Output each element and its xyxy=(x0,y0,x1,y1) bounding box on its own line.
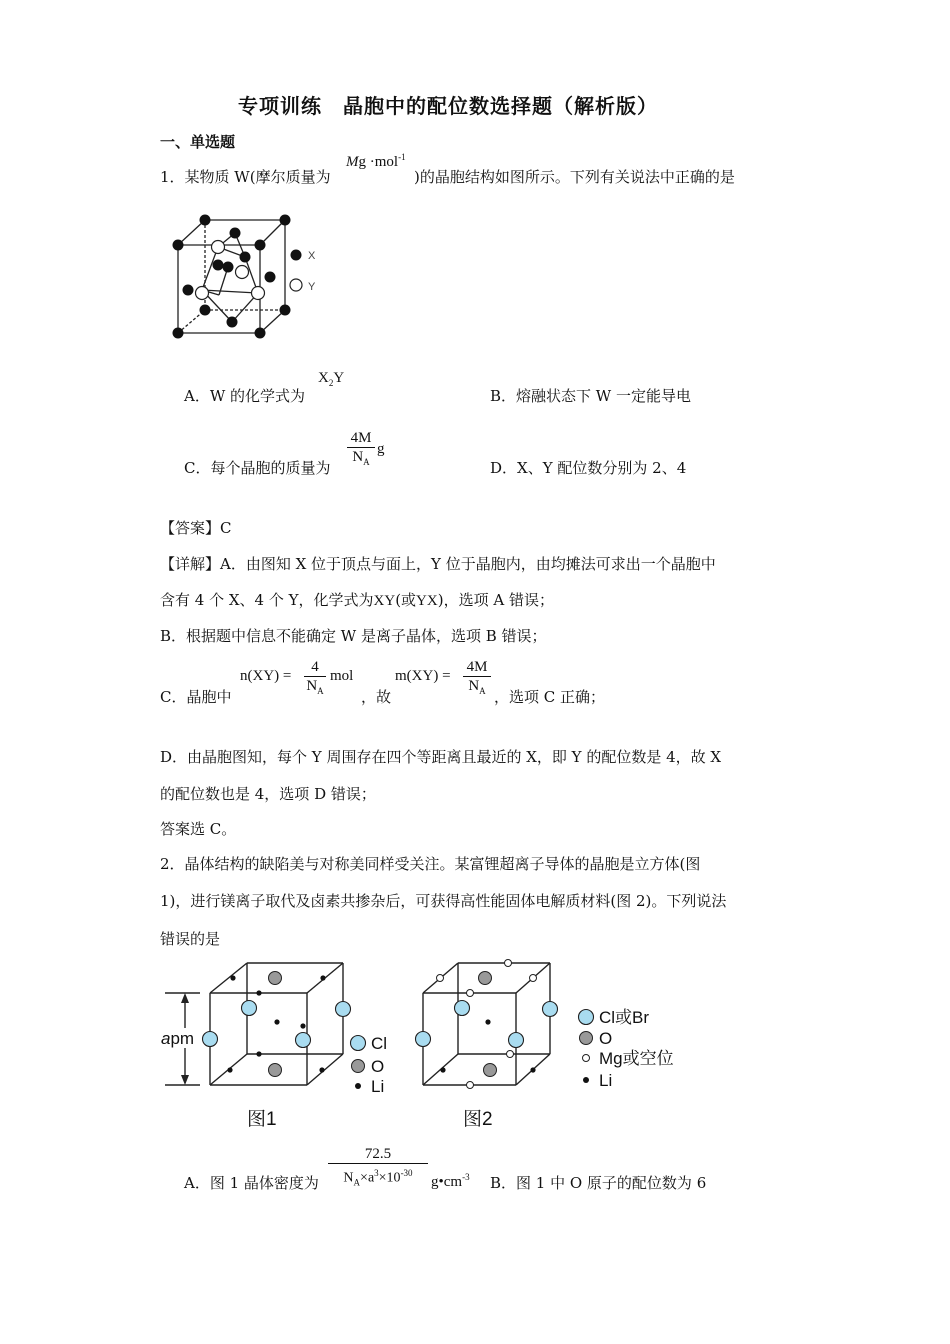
svg-text:O: O xyxy=(599,1029,613,1048)
q1-detail-c-comma: ，故 xyxy=(361,688,392,706)
q2-stem-line1: 2．晶体结构的缺陷美与对称美同样受关注。某富锂超离子导体的晶胞是立方体(图 xyxy=(160,855,701,873)
fig2-caption: 图2 xyxy=(463,1109,493,1130)
q1-option-a: A．W 的化学式为 xyxy=(184,387,306,405)
legend-y-label: Y xyxy=(308,281,316,293)
legend-y-dot xyxy=(290,279,302,291)
page-title: 专项训练 晶胞中的配位数选择题（解析版） xyxy=(238,94,658,118)
q1-stem: 1．某物质 W(摩尔质量为 xyxy=(160,168,331,186)
q1-detail-c-n-fraction: 4 $N_A$ xyxy=(304,658,326,700)
y-atom xyxy=(236,266,249,279)
q2-option-a: A．图 1 晶体密度为 xyxy=(184,1174,319,1192)
legend-x-label: X xyxy=(308,250,316,262)
q1-detail-c-m: m(XY) = xyxy=(395,668,451,684)
q1-option-c-fraction: 4M $N_A$ xyxy=(347,429,375,471)
q2-option-a-fraction: 72.5 $N_A\times a^3\times 10^{-30}$ xyxy=(328,1145,428,1191)
q1-option-b: B．熔融状态下 W 一定能导电 xyxy=(490,387,691,405)
q1-detail-d-line1: D．由晶胞图知，每个 Y 周围存在四个等距离且最近的 X，即 Y 的配位数是 4，故 X xyxy=(160,748,722,766)
q1-detail-c-n: n(XY) = xyxy=(240,668,292,684)
q1-stem-post: )的晶胞结构如图所示。下列有关说法中正确的是 xyxy=(414,168,735,186)
x-atom xyxy=(280,305,291,316)
svg-text:Cl: Cl xyxy=(371,1034,388,1053)
q1-detail-d-line2: 的配位数也是 4，选项 D 错误； xyxy=(160,785,376,803)
x-atom xyxy=(200,305,211,316)
y-atom xyxy=(252,287,265,300)
fig1-edge-label: apm xyxy=(161,1029,195,1048)
q1-option-c-unit: g xyxy=(377,441,385,457)
x-atom xyxy=(227,317,238,328)
y-atom xyxy=(196,287,209,300)
q1-detail-c-mol: mol xyxy=(330,668,354,684)
q2-figure1 xyxy=(155,958,400,1133)
x-atom xyxy=(280,215,291,226)
legend-x-dot xyxy=(291,250,302,261)
q1-molar-mass-formula: Mg ·mol$^{-1}$ xyxy=(346,152,406,170)
svg-text:O: O xyxy=(371,1057,385,1076)
q1-answer: 【答案】C xyxy=(160,519,232,537)
svg-text:Li: Li xyxy=(599,1071,613,1090)
q1-option-d: D．X、Y 配位数分别为 2、4 xyxy=(490,459,687,477)
fig1-caption: 图1 xyxy=(247,1109,277,1130)
q2-stem-line3: 错误的是 xyxy=(160,930,221,948)
q2-stem-line2: 1)，进行镁离子取代及卤素共掺杂后，可获得高性能固体电解质材料(图 2)。下列说法 xyxy=(160,892,727,910)
q1-detail-c-post: ，选项 C 正确； xyxy=(494,688,606,706)
section-heading: 一、单选题 xyxy=(160,133,236,151)
x-atom xyxy=(200,215,211,226)
q2-option-a-unit: $g•cm^{-3}$ xyxy=(431,1172,470,1190)
q1-detail-c: C．晶胞中 xyxy=(160,688,232,706)
x-atom xyxy=(183,285,194,296)
q1-option-a-formula: $X_2Y$ xyxy=(318,370,345,388)
q1-crystal-diagram xyxy=(160,205,340,350)
q1-conclusion: 答案选 C。 xyxy=(160,820,237,838)
x-atom xyxy=(240,252,251,263)
x-atom xyxy=(255,240,266,251)
q2-figure2 xyxy=(410,958,700,1133)
q1-detail-b: B．根据题中信息不能确定 W 是离子晶体，选项 B 错误； xyxy=(160,627,547,645)
q1-option-c: C．每个晶胞的质量为 xyxy=(184,459,331,477)
q1-detail-c-m-fraction: 4M $N_A$ xyxy=(463,658,491,700)
x-atom xyxy=(255,328,266,339)
x-atom xyxy=(223,262,234,273)
svg-text:Cl或Br: Cl或Br xyxy=(599,1008,650,1027)
x-atom xyxy=(230,228,241,239)
svg-text:Li: Li xyxy=(371,1077,385,1096)
x-atom xyxy=(265,272,276,283)
q1-detail-line2: 含有 4 个 X、4 个 Y，化学式为XY(或YX)，选项 A 错误； xyxy=(160,591,554,609)
svg-text:Mg或空位: Mg或空位 xyxy=(599,1049,674,1068)
q1-detail-line1: 【详解】A．由图知 X 位于顶点与面上，Y 位于晶胞内，由均摊法可求出一个晶胞中 xyxy=(160,555,716,573)
x-atom xyxy=(173,328,184,339)
y-atom xyxy=(212,241,225,254)
x-atom xyxy=(173,240,184,251)
x-atom xyxy=(213,260,224,271)
q2-option-b: B．图 1 中 O 原子的配位数为 6 xyxy=(490,1174,707,1192)
